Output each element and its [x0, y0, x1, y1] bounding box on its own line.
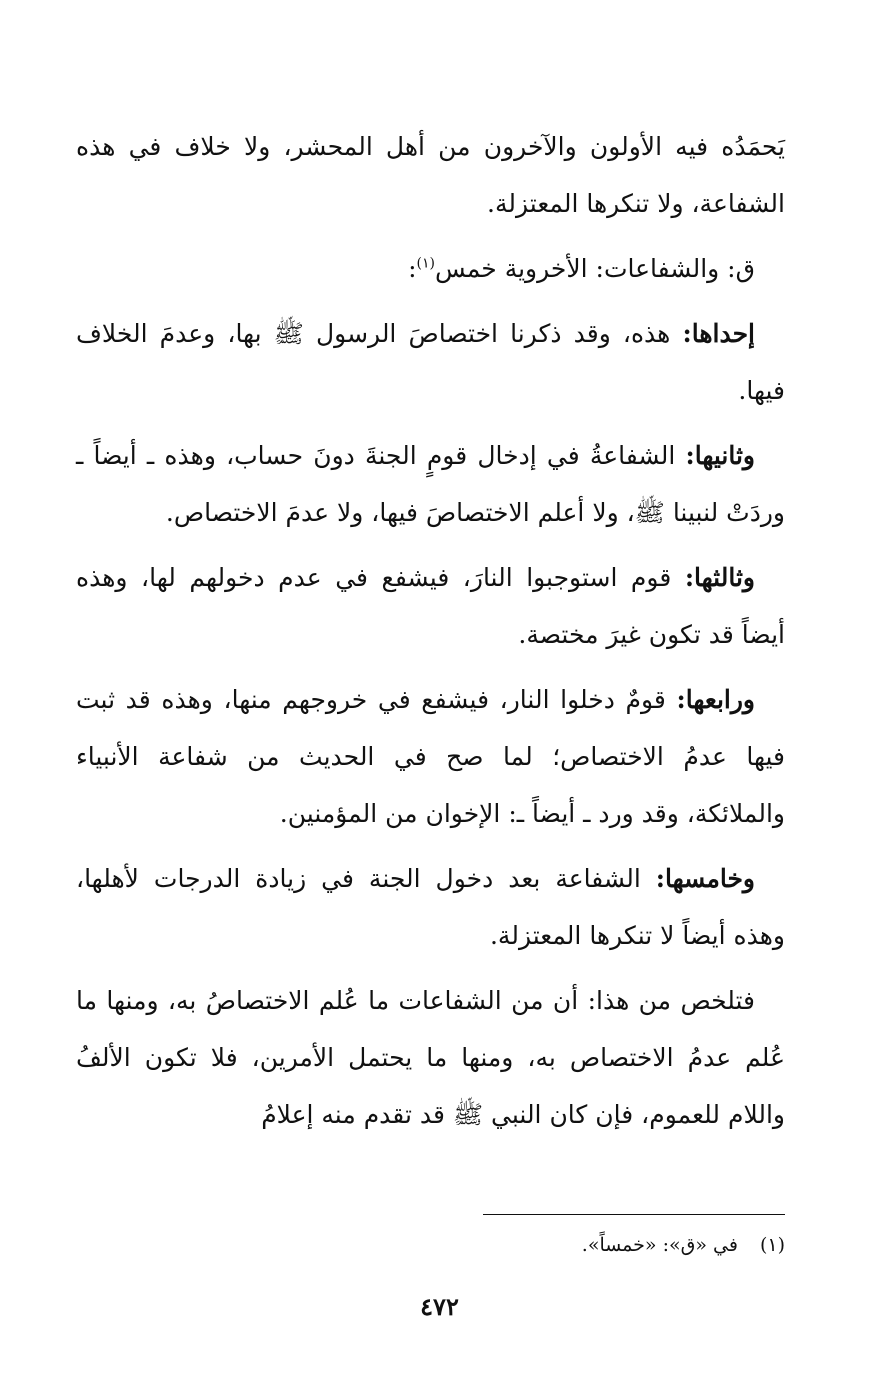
- paragraph-lead: إحداها:: [682, 319, 755, 348]
- paragraph-fourth: [76, 671, 785, 842]
- paragraph-text: ق: والشفاعات: الأخروية خمس: [434, 254, 755, 283]
- paragraph-text: قوم استوجبوا النارَ، فيشفع في عدم دخولهم لها، وهذه أيضاً قد تكون غيرَ مختصة.: [76, 563, 785, 649]
- paragraph-intro: [76, 118, 785, 232]
- paragraph-text: فتلخص من هذا: أن من الشفاعات ما عُلم الاختصاصُ به، ومنها ما عُلم عدمُ الاختصاص به، ومنها ما يحتمل الأمرين، فلا تكون الألفُ واللام للعموم، فإن كان النبي ﷺ قد تقدم منه إعلامُ: [76, 986, 785, 1129]
- paragraph-text: قومٌ دخلوا النار، فيشفع في خروجهم منها، وهذه قد ثبت فيها عدمُ الاختصاص؛ لما صح في الحديث من شفاعة الأنبياء والملائكة، وقد ورد ـ أيضاً ـ: الإخوان من المؤمنين.: [76, 685, 785, 828]
- paragraph-text: الشفاعة بعد دخول الجنة في زيادة الدرجات لأهلها، وهذه أيضاً لا تنكرها المعتزلة.: [76, 864, 785, 950]
- footnote-reference[interactable]: (١): [416, 255, 435, 272]
- footnote: [300, 1230, 785, 1260]
- paragraph-summary: [76, 972, 785, 1143]
- footnote-text: في «ق»: «خمساً».: [581, 1234, 738, 1256]
- page-number: ٤٧٢: [420, 1292, 459, 1321]
- paragraph-fifth: [76, 850, 785, 964]
- paragraph-second: [76, 427, 785, 541]
- paragraph-text: يَحمَدُه فيه الأولون والآخرون من أهل المحشر، ولا خلاف في هذه الشفاعة، ولا تنكرها المعتزلة.: [76, 132, 785, 218]
- paragraph-tail: :: [408, 254, 417, 283]
- paragraph-third: [76, 549, 785, 663]
- paragraph-lead: ورابعها:: [676, 685, 755, 714]
- paragraph-text: الشفاعةُ في إدخال قومٍ الجنةَ دونَ حساب، وهذه ـ أيضاً ـ وردَتْ لنبينا ﷺ، ولا أعلم الاختصاصَ فيها، ولا عدمَ الاختصاص.: [76, 441, 785, 527]
- footnote-divider: [483, 1214, 785, 1215]
- paragraph-heading: [76, 240, 785, 297]
- paragraph-first: [76, 305, 785, 419]
- paragraph-lead: وثانيها:: [685, 441, 755, 470]
- footnote-number: (١): [759, 1234, 785, 1256]
- paragraph-text: هذه، وقد ذكرنا اختصاصَ الرسول ﷺ بها، وعدمَ الخلاف فيها.: [76, 319, 785, 405]
- paragraph-lead: وثالثها:: [684, 563, 755, 592]
- paragraph-lead: وخامسها:: [655, 864, 755, 893]
- main-text: [76, 118, 785, 1151]
